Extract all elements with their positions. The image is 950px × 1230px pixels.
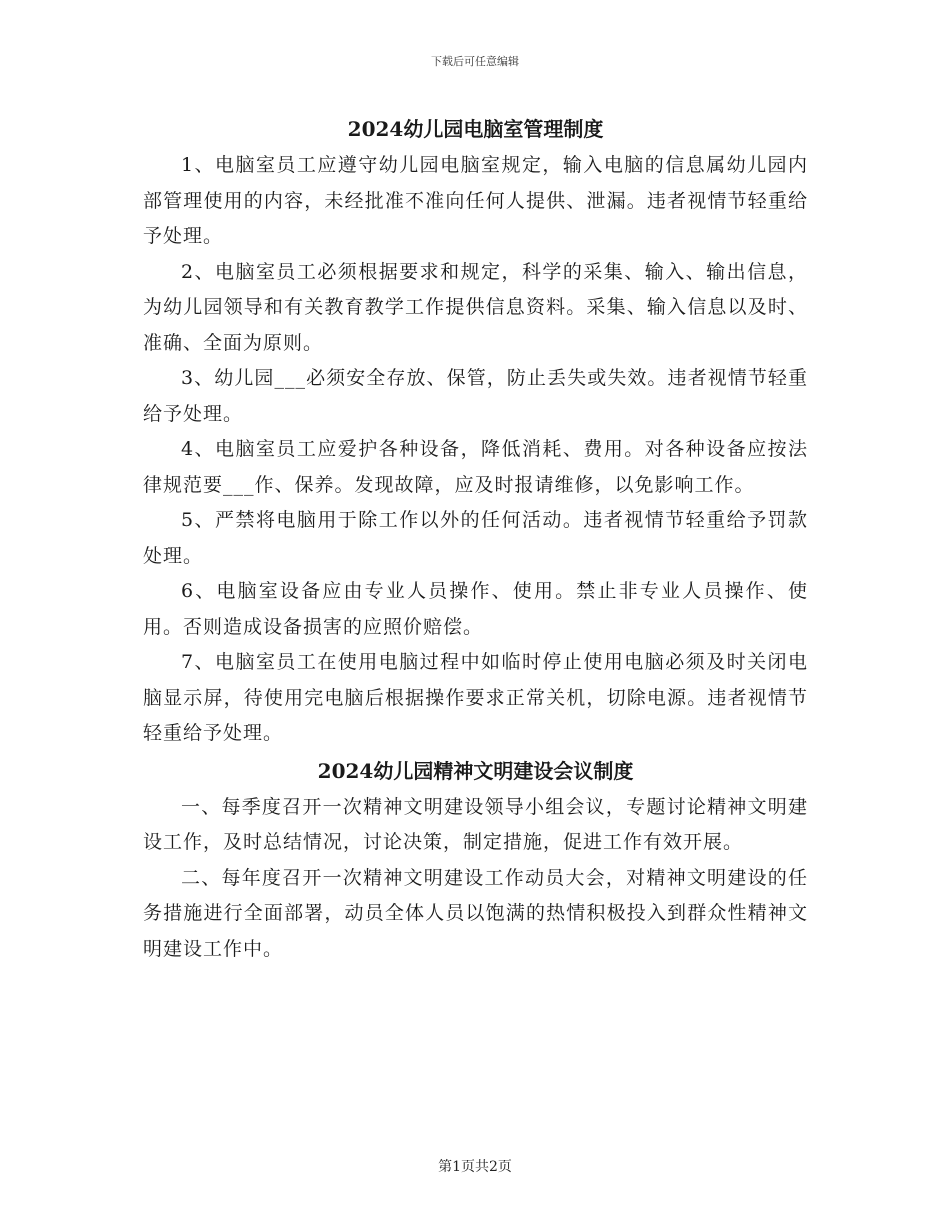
rule-paragraph-5: 5、严禁将电脑用于除工作以外的任何活动。违者视情节轻重给予罚款处理。	[143, 509, 808, 567]
rule-paragraph-2: 2、电脑室员工必须根据要求和规定，科学的采集、输入、输出信息，为幼儿园领导和有关教育教学工作提供信息资料。采集、输入信息以及时、准确、全面为原则。	[143, 260, 808, 354]
meeting-paragraph-2: 二、每年度召开一次精神文明建设工作动员大会，对精神文明建设的任务措施进行全面部署，动员全体人员以饱满的热情积极投入到群众性精神文明建设工作中。	[143, 866, 808, 960]
meeting-paragraph-1: 一、每季度召开一次精神文明建设领导小组会议，专题讨论精神文明建设工作，及时总结情况，讨论决策，制定措施，促进工作有效开展。	[143, 795, 808, 853]
page-number: 第1页共2页	[438, 1159, 512, 1175]
section-title-civilization-meeting: 2024幼儿园精神文明建设会议制度	[317, 758, 634, 783]
section-title-computer-room: 2024幼儿园电脑室管理制度	[347, 117, 604, 141]
rule-paragraph-7: 7、电脑室员工在使用电脑过程中如临时停止使用电脑必须及时关闭电脑显示屏，待使用完电脑后根据操作要求正常关机，切除电源。违者视情节轻重给予处理。	[143, 651, 808, 744]
rule-paragraph-3: 3、幼儿园___必须安全存放、保管，防止丢失或失效。违者视情节轻重给予处理。	[143, 367, 808, 425]
rule-paragraph-4: 4、电脑室员工应爱护各种设备，降低消耗、费用。对各种设备应按法律规范要___作、保养。发现故障，应及时报请维修，以免影响工作。	[143, 438, 808, 496]
rule-paragraph-6: 6、电脑室设备应由专业人员操作、使用。禁止非专业人员操作、使用。否则造成设备损害的应照价赔偿。	[143, 580, 808, 638]
rule-paragraph-1: 1、电脑室员工应遵守幼儿园电脑室规定，输入电脑的信息属幼儿园内部管理使用的内容，未经批准不准向任何人提供、泄漏。违者视情节轻重给予处理。	[143, 154, 808, 247]
page-header-note: 下载后可任意编辑	[431, 55, 519, 68]
document-body	[143, 112, 808, 967]
